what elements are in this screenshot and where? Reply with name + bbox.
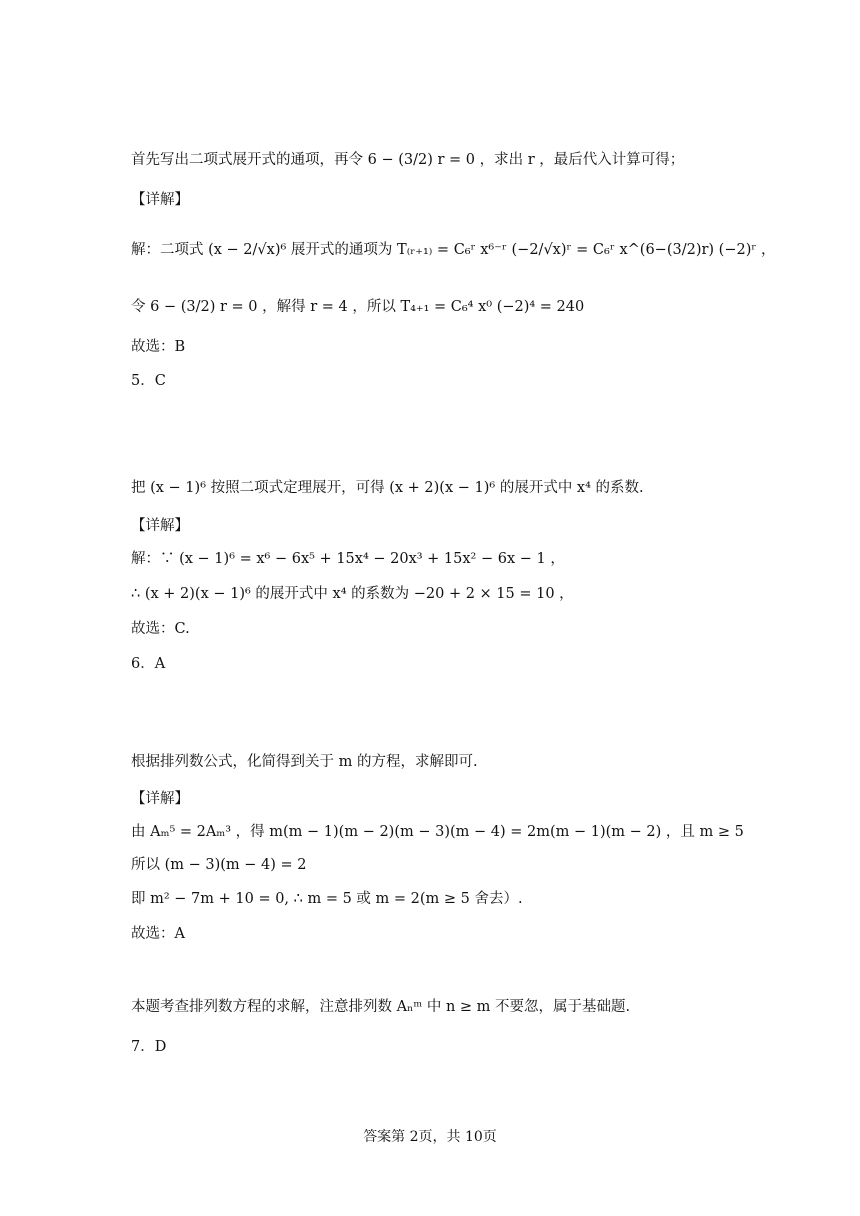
text-line: 令 6 − (3/2) r = 0 ，解得 r = 4 ，所以 T₄₊₁ = C₆⁴ x⁰ (−2)⁴ = 240: [131, 299, 585, 315]
text-line: 故选：C.: [131, 621, 190, 637]
text-line: 解：∵ (x − 1)⁶ = x⁶ − 6x⁵ + 15x⁴ − 20x³ + 15x² − 6x − 1 ，: [131, 551, 565, 567]
text-line: 解：二项式 (x − 2/√x)⁶ 展开式的通项为 T₍ᵣ₊₁₎ = C₆ʳ x⁶⁻ʳ (−2/√x)ʳ = C₆ʳ x^(6−(3/2)r) (−2)ʳ ，: [131, 242, 776, 258]
answer-number: 5．C: [131, 373, 166, 389]
text-line: 即 m² − 7m + 10 = 0, ∴ m = 5 或 m = 2(m ≥ 5 舍去）.: [131, 891, 523, 907]
text-line: 故选：B: [131, 339, 186, 355]
answer-number: 7．D: [131, 1039, 167, 1055]
comment-line: 本题考查排列数方程的求解，注意排列数 Aₙᵐ 中 n ≥ m 不要忽，属于基础题.: [131, 999, 631, 1015]
section-heading: 【详解】: [131, 192, 189, 208]
section-heading: 【详解】: [131, 791, 189, 807]
answer-number: 6．A: [131, 656, 166, 672]
text-line: 故选：A: [131, 926, 185, 942]
text-line: 把 (x − 1)⁶ 按照二项式定理展开，可得 (x + 2)(x − 1)⁶ 的展开式中 x⁴ 的系数.: [131, 480, 644, 496]
section-heading: 【详解】: [131, 518, 189, 534]
text-line: 由 Aₘ⁵ = 2Aₘ³ ，得 m(m − 1)(m − 2)(m − 3)(m − 4) = 2m(m − 1)(m − 2) ，且 m ≥ 5: [131, 824, 744, 840]
page-footer: 答案第 2页，共 10页: [363, 1129, 497, 1145]
text-line: ∴ (x + 2)(x − 1)⁶ 的展开式中 x⁴ 的系数为 −20 + 2 × 15 = 10 ，: [131, 586, 574, 602]
text-line: 根据排列数公式，化简得到关于 m 的方程，求解即可.: [131, 754, 478, 770]
text-line: 所以 (m − 3)(m − 4) = 2: [131, 857, 307, 873]
text-line: 首先写出二项式展开式的通项，再令 6 − (3/2) r = 0 ，求出 r ，最后代入计算可得；: [131, 152, 685, 168]
